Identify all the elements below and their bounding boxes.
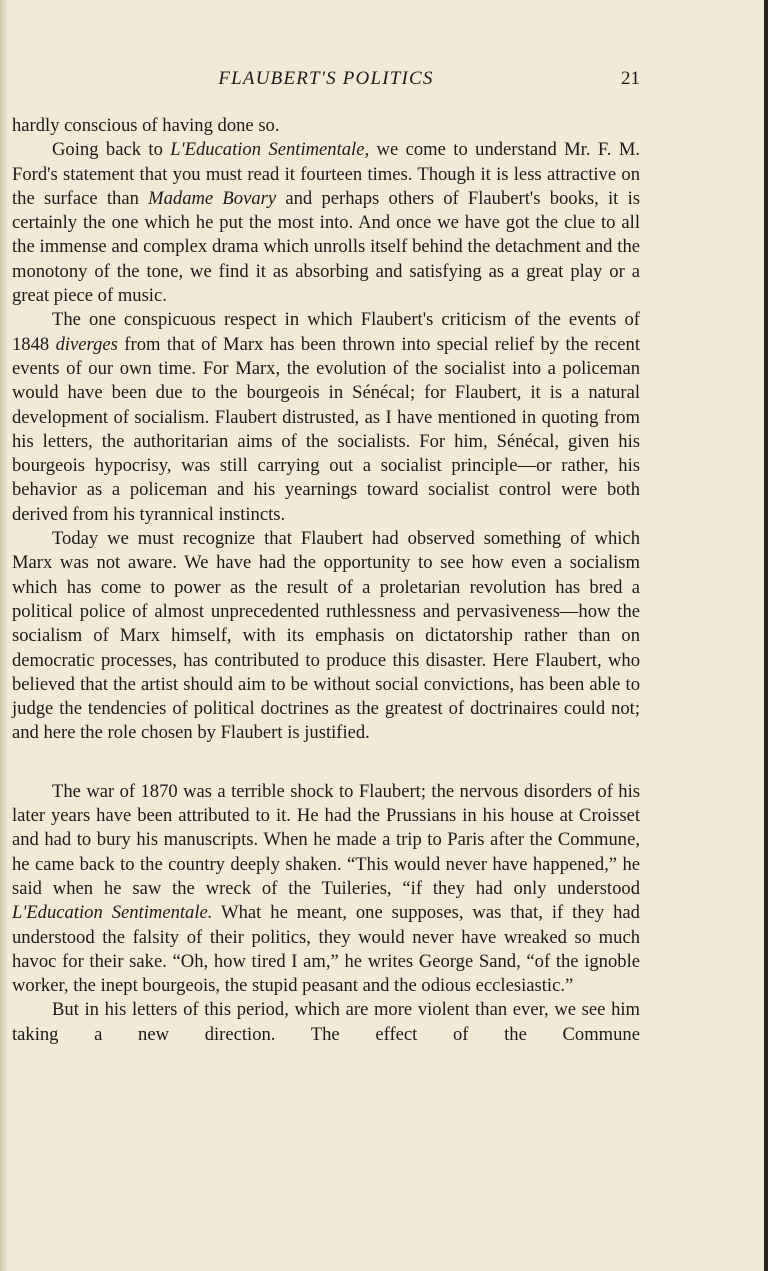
paragraph-text: Going back to (52, 139, 171, 161)
paragraph-text: The war of 1870 was a terrible shock to Flaubert; the nervous disorders of his later years have been attributed to it. He had the Prussians in his house at Croisset and had to bury his manuscripts. When he made a trip to Paris after the Commune, he came back to the country deeply shaken. “This would never have happened,” he said when he saw the wreck of the Tuileries, “if they had only understood (12, 780, 640, 899)
paragraph (12, 998, 640, 1047)
paragraph (12, 138, 640, 308)
italic-title-text: Madame Bovary (148, 187, 277, 209)
paragraph (12, 527, 640, 746)
section-break (12, 746, 640, 780)
page-header (12, 68, 640, 98)
page-gutter-shadow (0, 0, 8, 1271)
page-edge (764, 0, 768, 1271)
paragraph-text: The one conspicuous respect in which Flaubert's criticism of the events of 1848 (12, 309, 640, 355)
paragraph (12, 114, 640, 138)
paragraph-text: and perhaps others of Flaubert's books, it is certainly the one which he put the most into. And once we have got the clue to all the immense and complex drama which unrolls itself behind the detachment and the monotony of the tone, we find it as absorbing and satisfying as a great play or a great piece of music. (12, 187, 640, 307)
body-text (12, 114, 640, 1047)
paragraph-text: Today we must recognize that Flaubert had observed something of which Marx was not aware. We have had the opportunity to see how even a socialism which has come to power as the result of a proletarian revolution has bred a political police of almost unprecedented ruthlessness and pervasiveness—how the socialism of Marx himself, with its emphasis on dictatorship rather than on democratic processes, has contributed to produce this disaster. Here Flaubert, who believed that the artist should aim to be without social convictions, has been able to judge the tendencies of political doctrines as the greatest of doctrinaires could not; and here the role chosen by Flaubert is justified. (12, 528, 640, 744)
italic-title-text: L'Education Sentimentale, (170, 139, 370, 161)
paragraph-text: we come to understand Mr. F. M. Ford's statement that you must read it fourteen times. Though it is less attractive on the surface than (12, 139, 640, 209)
italic-title-text: L'Education Sentimentale. (12, 902, 213, 924)
paragraph-text: from that of Marx has been thrown into special relief by the recent events of our own time. For Marx, the evolution of the socialist into a policeman would have been due to the bourgeois in Sénécal; for Flaubert, it is a natural development of socialism. Flaubert distrusted, as I have mentioned in quoting from his letters, the authoritarian aims of the socialists. For him, Sénécal, given his bourgeois hypocrisy, was still carrying out a socialist principle—or rather, his behavior as a policeman and his yearnings toward socialist control were both derived from his tyrannical instincts. (12, 333, 640, 525)
paragraph (12, 308, 640, 527)
running-head: FLAUBERT'S POLITICS (218, 68, 434, 89)
paragraph-text: hardly conscious of having done so. (12, 115, 280, 136)
paragraph (12, 780, 640, 999)
page-number: 21 (621, 68, 640, 89)
paragraph-text: But in his letters of this period, which are more violent than ever, we see him taking a new direction. The effect of the Commune (12, 999, 640, 1045)
italic-title-text: diverges (55, 333, 118, 355)
paragraph-text: What he meant, one supposes, was that, if they had understood the falsity of their politics, they would never have wreaked so much havoc for their sake. “Oh, how tired I am,” he writes George Sand, “of the ignoble worker, the inept bourgeois, the stupid peasant and the odious ecclesiastic.” (12, 902, 640, 997)
